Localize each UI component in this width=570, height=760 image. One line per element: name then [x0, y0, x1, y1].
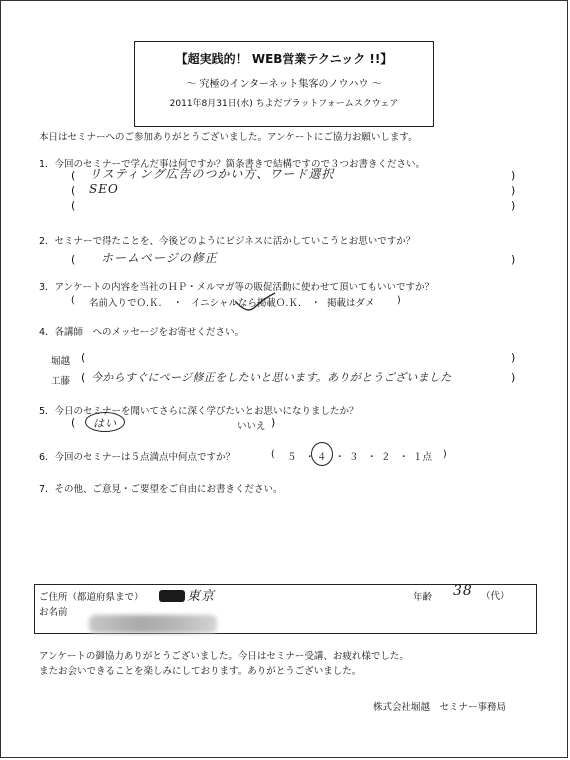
q5-paren-close: )	[271, 416, 276, 429]
name-label: お名前	[39, 607, 68, 618]
q3-option-initial: イニシャルなら掲載Ｏ.Ｋ.	[191, 298, 301, 309]
q4-speaker-1-paren-close: )	[511, 351, 516, 364]
q3-paren-open: (	[71, 295, 75, 306]
seminar-date-venue: 2011年8月31日(水) ちよだプラットフォームスクウェア	[169, 99, 399, 109]
question-2: 2．セミナーで得たことを、今後どのようにビジネスに活かしていこうとお思いですか？	[39, 236, 416, 247]
q3-paren-close: )	[397, 295, 401, 306]
q6-separator-3: ・	[367, 452, 377, 463]
q1-paren-open-1: (	[71, 169, 76, 182]
question-5: 5．今日のセミナーを聞いてさらに深く学びたいとお思いになりましたか？	[39, 406, 359, 417]
q6-paren-open: (	[271, 449, 275, 460]
q5-answer-no: いいえ	[237, 421, 266, 432]
redacted-name	[89, 615, 217, 633]
age-unit: （代）	[481, 591, 510, 602]
q2-paren-close: )	[511, 253, 516, 266]
signature: 株式会社堀越 セミナー事務局	[373, 702, 507, 713]
q6-score-2: ２	[381, 452, 391, 463]
q6-separator-4: ・	[399, 452, 409, 463]
closing-line-1: アンケートの御協力ありがとうございました。今日はセミナー受講、お疲れ様でした。	[39, 651, 409, 662]
age-value: 38	[453, 583, 473, 599]
q3-separator-1: ・	[173, 298, 183, 309]
intro-text: 本日はセミナーへのご参加ありがとうございました。アンケートにご協力お願いします。	[39, 132, 418, 143]
q1-paren-close-3: )	[511, 199, 516, 212]
q6-score-4: ４	[317, 452, 327, 463]
crossed-out-text	[159, 590, 185, 602]
q6-separator-1: ・	[305, 452, 315, 463]
q3-check-mark	[233, 291, 277, 317]
q2-answer: ホームページの修正	[101, 251, 218, 265]
question-1: 1．今回のセミナーで学んだ事は何ですか？箇条書きで結構ですので３つお書きください。	[39, 159, 426, 170]
q1-paren-open-2: (	[71, 184, 76, 197]
q6-score-3: ３	[349, 452, 359, 463]
q3-option-named: 名前入りでＯ.Ｋ.	[89, 298, 162, 309]
q6-separator-2: ・	[335, 452, 345, 463]
q4-speaker-2-paren-open: (	[81, 371, 86, 384]
title-box	[134, 41, 434, 127]
q1-answer-2: SEO	[89, 182, 119, 196]
q4-speaker-2-message: 今からすぐにページ修正をしたいと思います。ありがとうございました	[91, 371, 452, 384]
question-4: 4．各講師 へのメッセージをお寄せください。	[39, 327, 244, 338]
seminar-subtitle: ～ 究極のインターネット集客のノウハウ ～	[186, 79, 382, 90]
q4-speaker-1-paren-open: (	[81, 351, 86, 364]
seminar-title: 【超実践的！ WEB営業テクニック !!】	[175, 52, 393, 66]
q1-paren-open-3: (	[71, 199, 76, 212]
q6-selected-circle	[311, 442, 333, 466]
question-3: 3．アンケートの内容を当社のＨＰ・メルマガ等の販促活動に使わせて頂いてもいいですか？	[39, 282, 434, 293]
q1-paren-close-1: )	[511, 169, 516, 182]
age-label: 年齢	[413, 592, 433, 603]
q2-paren-open: (	[71, 253, 76, 266]
q4-speaker-2-paren-close: )	[511, 371, 516, 384]
q6-score-1: １点	[413, 452, 433, 463]
q5-answer-yes: はい	[93, 417, 117, 430]
question-7: 7．その他、ご意見・ご要望をご自由にお書きください。	[39, 484, 283, 495]
q1-answer-1: リスティング広告のつかい方、ワード選択	[89, 167, 335, 181]
q1-paren-close-2: )	[511, 184, 516, 197]
q4-speaker-1-name: 堀越	[51, 356, 71, 367]
address-value: 東京	[187, 589, 216, 604]
address-label: ご住所（都道府県まで）	[39, 592, 144, 603]
question-6: 6．今回のセミナーは５点満点中何点ですか？	[39, 452, 236, 463]
q4-speaker-2-name: 工藤	[51, 376, 71, 387]
q5-paren-open: (	[71, 416, 76, 429]
q3-separator-2: ・	[311, 298, 321, 309]
closing-line-2: またお会いできることを楽しみにしております。ありがとうございました。	[39, 666, 362, 677]
q6-score-5: ５	[287, 452, 297, 463]
q5-yes-circle	[85, 412, 125, 432]
q6-paren-close: )	[443, 449, 447, 460]
q3-option-decline: 掲載はダメ	[327, 298, 375, 309]
